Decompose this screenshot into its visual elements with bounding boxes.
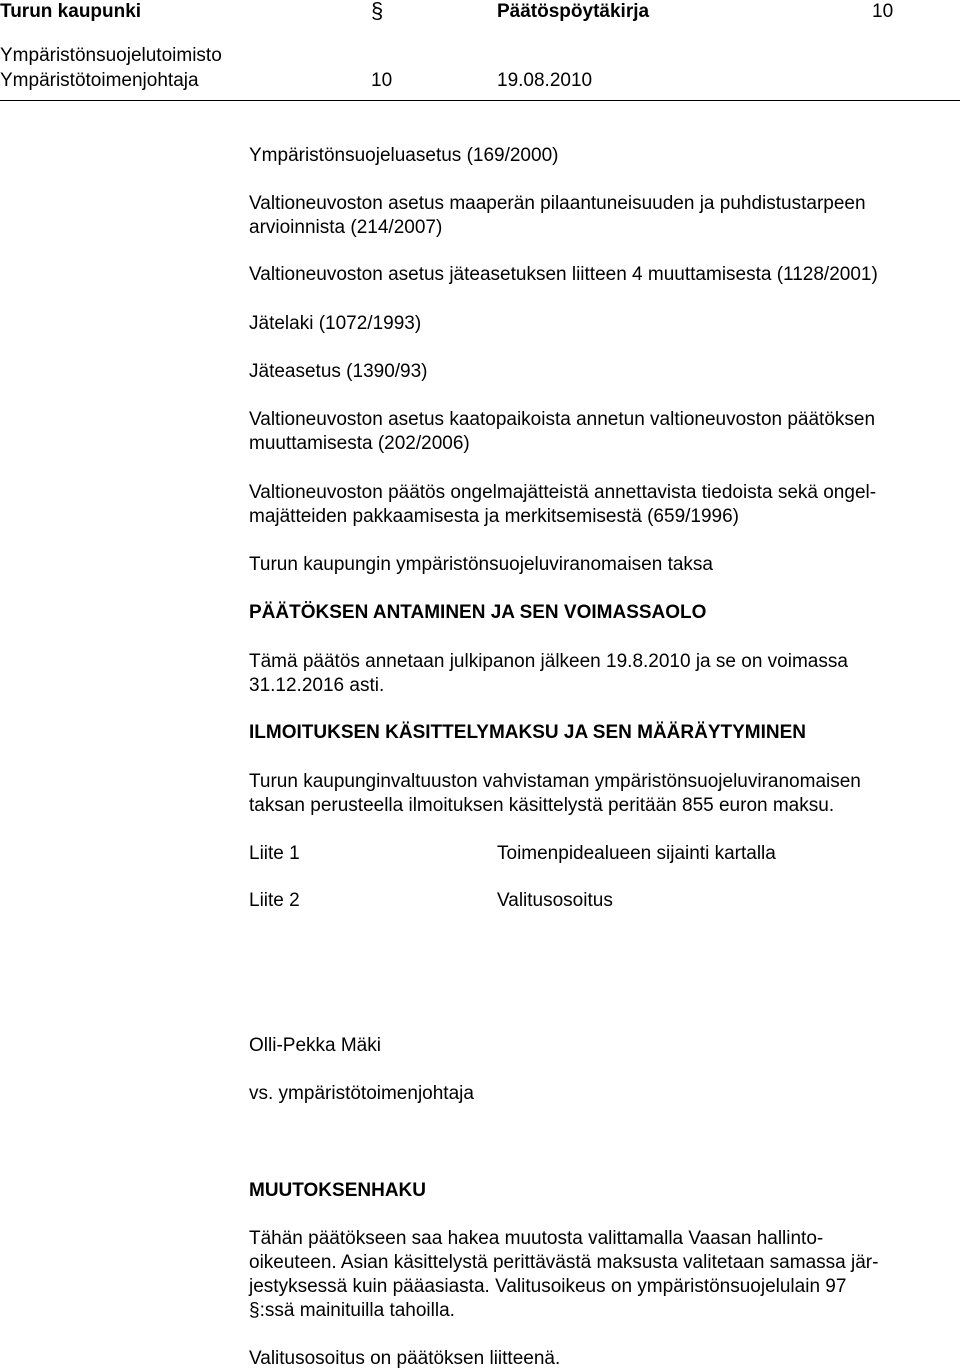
unit-name: Ympäristönsuojelutoimisto [0,45,222,66]
regulation-line: Valtioneuvoston päätös ongelmajätteistä annettavista tiedoista sekä ongel- [249,482,877,503]
section-icon: § [371,0,384,23]
signer-name: Olli-Pekka Mäki [249,1035,381,1056]
regulation-item [249,360,428,384]
regulation-item [249,144,558,168]
fee-heading: ILMOITUKSEN KÄSITTELYMAKSU JA SEN MÄÄRÄYTYMINEN [249,722,807,743]
regulation-line: Valtioneuvoston asetus kaatopaikoista annetun valtioneuvoston päätöksen [249,409,876,430]
regulation-item [249,263,878,287]
regulation-item [249,312,421,336]
regulation-item [249,408,875,456]
regulation-line: Jätelaki (1072/1993) [249,313,422,334]
section-number: 10 [371,70,393,91]
document-date: 19.08.2010 [497,70,593,91]
document-type: Päätöspöytäkirja [497,1,650,22]
header-divider [0,100,960,101]
validity-paragraph [249,650,848,698]
appeal-note: Valitusosoitus on päätöksen liitteenä. [249,1348,561,1369]
fee-line: Turun kaupunginvaltuuston vahvistaman ympäristönsuojeluviranomaisen [249,771,861,792]
appeal-line: jestyksessä kuin pääasiasta. Valitusoikeus on ympäristönsuojelulain 97 [249,1276,847,1297]
regulation-line: majätteiden pakkaamisesta ja merkitsemisestä (659/1996) [249,506,740,527]
regulation-item [249,481,876,529]
regulation-line: Jäteasetus (1390/93) [249,361,428,382]
attachment-label: Liite 1 [249,843,300,864]
org-name: Turun kaupunki [0,1,142,22]
regulation-item [249,192,866,240]
fee-line: taksan perusteella ilmoituksen käsittelystä peritään 855 euron maksu. [249,795,835,816]
regulation-line: Valtioneuvoston asetus maaperän pilaantuneisuuden ja puhdistustarpeen [249,193,866,214]
official-title: Ympäristötoimenjohtaja [0,70,199,91]
page-number: 10 [872,1,894,22]
validity-line: 31.12.2016 asti. [249,675,385,696]
appeal-line: §:ssä mainituilla tahoilla. [249,1300,455,1321]
regulation-line: muuttamisesta (202/2006) [249,433,470,454]
signer-title: vs. ympäristötoimenjohtaja [249,1083,474,1104]
appeal-line: Tähän päätökseen saa hakea muutosta valittamalla Vaasan hallinto- [249,1228,824,1249]
regulation-line: Valtioneuvoston asetus jäteasetuksen liitteen 4 muuttamisesta (1128/2001) [249,264,878,285]
validity-line: Tämä päätös annetaan julkipanon jälkeen 19.8.2010 ja se on voimassa [249,651,848,672]
regulation-line: Turun kaupungin ympäristönsuojeluviranomaisen taksa [249,554,713,575]
appeal-heading: MUUTOKSENHAKU [249,1180,426,1201]
regulation-line: Ympäristönsuojeluasetus (169/2000) [249,145,559,166]
attachment-title: Valitusosoitus [497,890,613,911]
attachment-title: Toimenpidealueen sijainti kartalla [497,843,776,864]
appeal-line: oikeuteen. Asian käsittelystä perittävästä maksusta valitetaan samassa jär- [249,1252,879,1273]
regulation-line: arvioinnista (214/2007) [249,217,443,238]
attachment-label: Liite 2 [249,890,300,911]
validity-heading: PÄÄTÖKSEN ANTAMINEN JA SEN VOIMASSAOLO [249,602,707,623]
appeal-paragraph [249,1227,878,1323]
fee-paragraph [249,770,861,818]
regulation-item [249,553,713,577]
